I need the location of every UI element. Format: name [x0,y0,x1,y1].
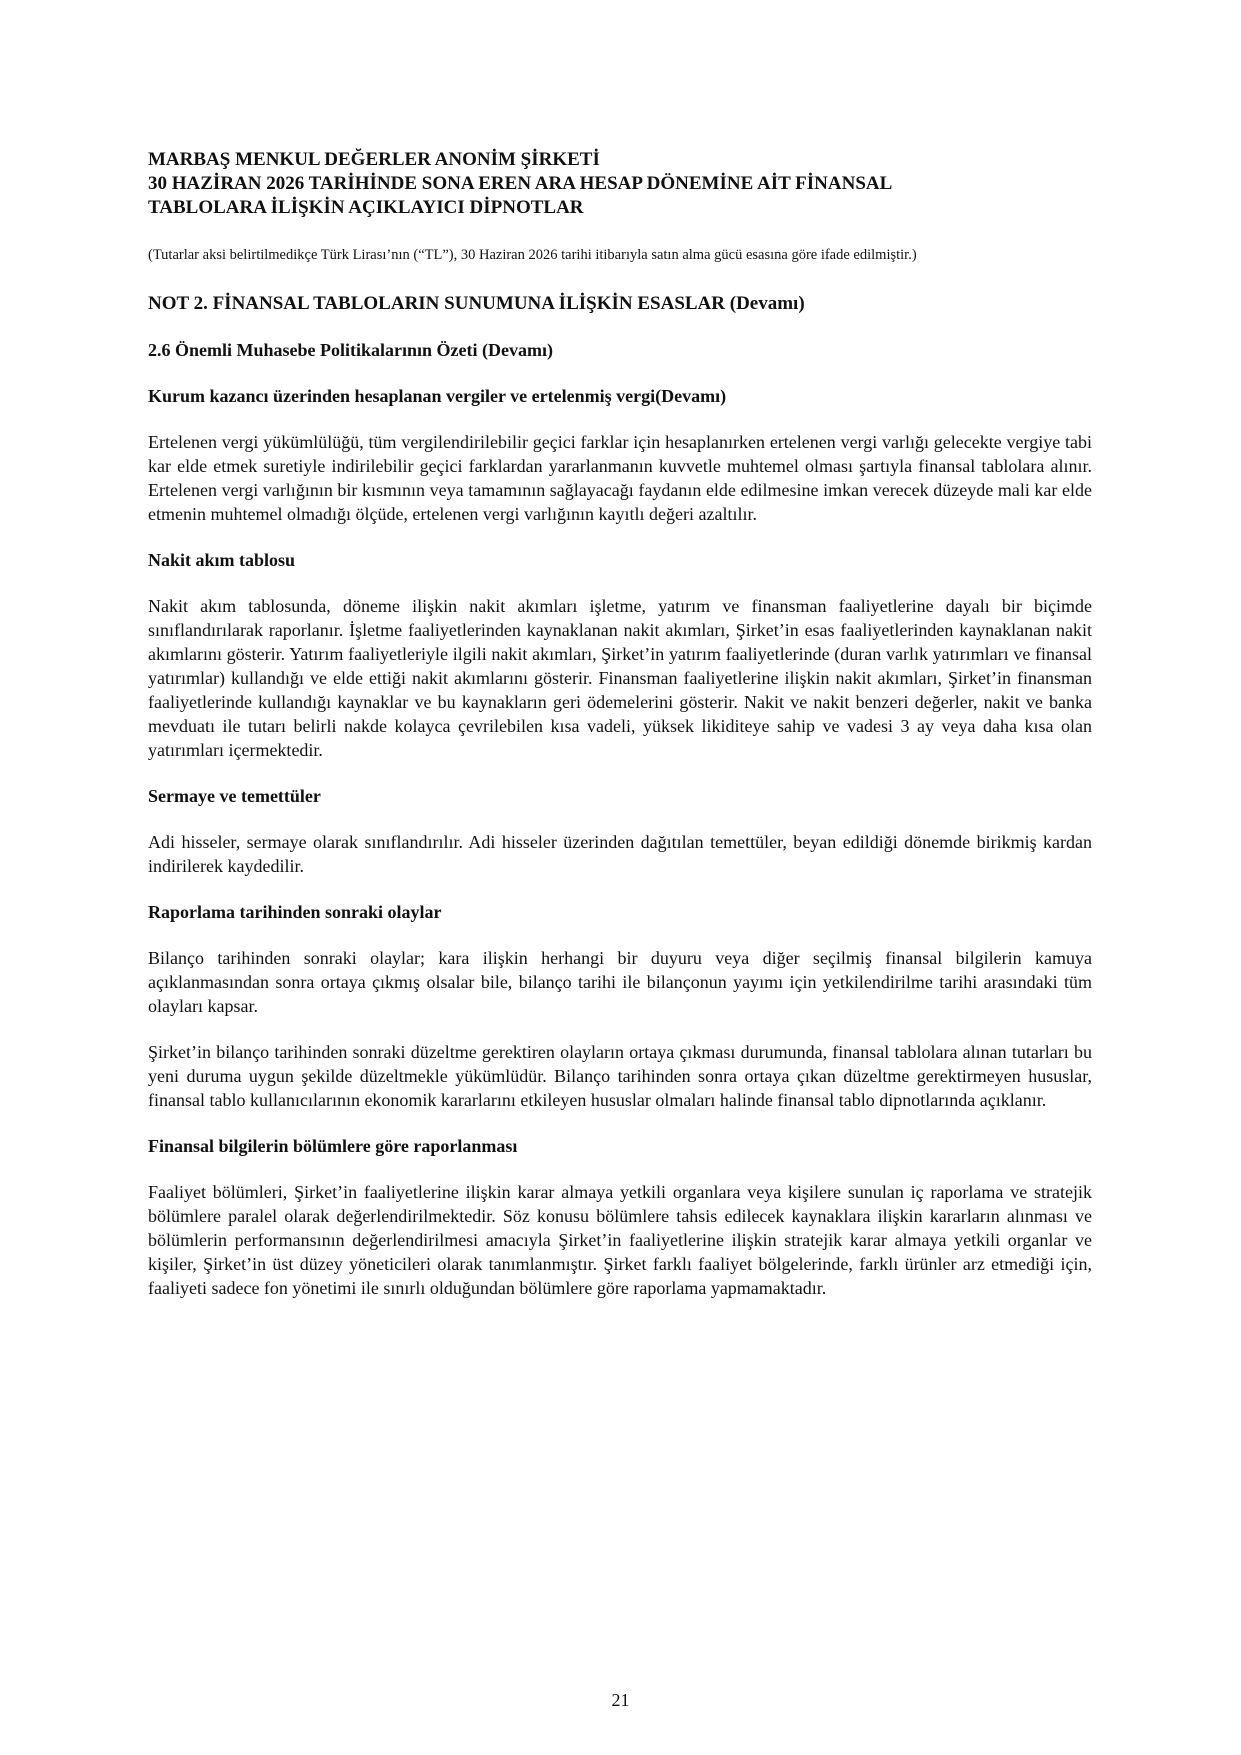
company-name: MARBAŞ MENKUL DEĞERLER ANONİM ŞİRKETİ [148,149,600,170]
currency-note: (Tutarlar aksi belirtilmedikçe Türk Lirası’nın (“TL”), 30 Haziran 2026 tarihi itibarıyla satın alma gücü esasına göre ifade edilmiştir.) [148,247,917,263]
report-title-line-2: TABLOLARA İLİŞKİN AÇIKLAYICI DİPNOTLAR [148,197,584,218]
heading-subsequent-events: Raporlama tarihinden sonraki olaylar [148,902,442,922]
heading-cash-flow: Nakit akım tablosu [148,550,296,570]
report-title-line-1: 30 HAZİRAN 2026 TARİHİNDE SONA EREN ARA HESAP DÖNEMİNE AİT FİNANSAL [148,173,893,194]
paragraph-cash-flow: Nakit akım tablosunda, döneme ilişkin nakit akımları işletme, yatırım ve finansman faaliyetlerine dayalı bir biçimde sınıflandırılarak raporlanır. İşletme faaliyetlerinden kaynaklanan nakit akımları, Şirket’in esas faaliyetlerinden kaynaklanan nakit akımlarını gösterir. Yatırım faaliyetleriyle ilgili nakit akımları, Şirket’in yatırım faaliyetlerinde (duran varlık yatırımları ve finansal yatırımlar) kullandığı ve elde ettiği nakit akımlarını gösterir. Finansman faaliyetlerine ilişkin nakit akımları, Şirket’in finansman faaliyetlerinde kullandığı kaynaklar ve bu kaynakların geri ödemelerini gösterir. Nakit ve nakit benzeri değerler, nakit ve banka mevduatı ile tutarı belirli nakde kolayca çevrilebilen kısa vadeli, yüksek likiditeye sahip ve vadesi 3 ay veya daha kısa olan yatırımları içermektedir. [148,596,1092,760]
paragraph-capital-dividends: Adi hisseler, sermaye olarak sınıflandırılır. Adi hisseler üzerinden dağıtılan temettüler, beyan edildiği dönemde birikmiş kardan indirilerek kaydedilir. [148,832,1092,876]
heading-segment-reporting: Finansal bilgilerin bölümlere göre raporlanması [148,1136,518,1156]
paragraph-subsequent-events-1: Bilanço tarihinden sonraki olaylar; kara ilişkin herhangi bir duyuru veya diğer seçilmiş finansal bilgilerin kamuya açıklanmasından sonra ortaya çıkmış olsalar bile, bilanço tarihi ile bilançonun yayımı için yetkilendirilme tarihi arasındaki tüm olayları kapsar. [148,948,1092,1016]
section-title: NOT 2. FİNANSAL TABLOLARIN SUNUMUNA İLİŞKİN ESASLAR (Devamı) [148,293,805,314]
paragraph-deferred-tax: Ertelenen vergi yükümlülüğü, tüm vergilendirilebilir geçici farklar için hesaplanırken ertelenen vergi varlığı gelecekte vergiye tabi kar elde etmek suretiyle indirilebilir geçici farklardan yararlanmanın kuvvetle muhtemel olması şartıyla finansal tablolara alınır. Ertelenen vergi varlığının bir kısmının veya tamamının sağlayacağı faydanın elde edilmesine imkan verecek düzeyde mali kar elde etmenin muhtemel olmadığı ölçüde, ertelenen vergi varlığının kayıtlı değeri azaltılır. [148,432,1092,524]
subsection-title: 2.6 Önemli Muhasebe Politikalarının Özeti (Devamı) [148,340,553,360]
heading-capital-dividends: Sermaye ve temettüler [148,786,321,806]
document-page [148,148,1092,1300]
paragraph-subsequent-events-2: Şirket’in bilanço tarihinden sonraki düzeltme gerektiren olayların ortaya çıkması durumunda, finansal tablolara alınan tutarları bu yeni duruma uygun şekilde düzeltmekle yükümlüdür. Bilanço tarihinden sonra ortaya çıkan düzeltme gerektirmeyen hususlar, finansal tablo kullanıcılarının ekonomik kararlarını etkileyen hususlar olmaları halinde finansal tablo dipnotlarında açıklanır. [148,1042,1092,1110]
page-number: 21 [611,1690,630,1710]
heading-deferred-tax: Kurum kazancı üzerinden hesaplanan vergiler ve ertelenmiş vergi(Devamı) [148,386,727,406]
paragraph-segment-reporting: Faaliyet bölümleri, Şirket’in faaliyetlerine ilişkin karar almaya yetkili organlara veya kişilere sunulan iç raporlama ve stratejik bölümlere paralel olarak değerlendirilmektedir. Söz konusu bölümlere tahsis edilecek kaynaklara ilişkin kararların alınması ve bölümlerin performansının değerlendirilmesi amacıyla Şirket’in faaliyetlerine ilişkin stratejik karar almaya yetkili organlar ve kişiler, Şirket’in üst düzey yöneticileri olarak tanımlanmıştır. Şirket farklı faaliyet bölgelerinde, farklı ürünler arz etmediği için, faaliyeti sadece fon yönetimi ile sınırlı olduğundan bölümlere göre raporlama yapmamaktadır. [148,1182,1092,1298]
